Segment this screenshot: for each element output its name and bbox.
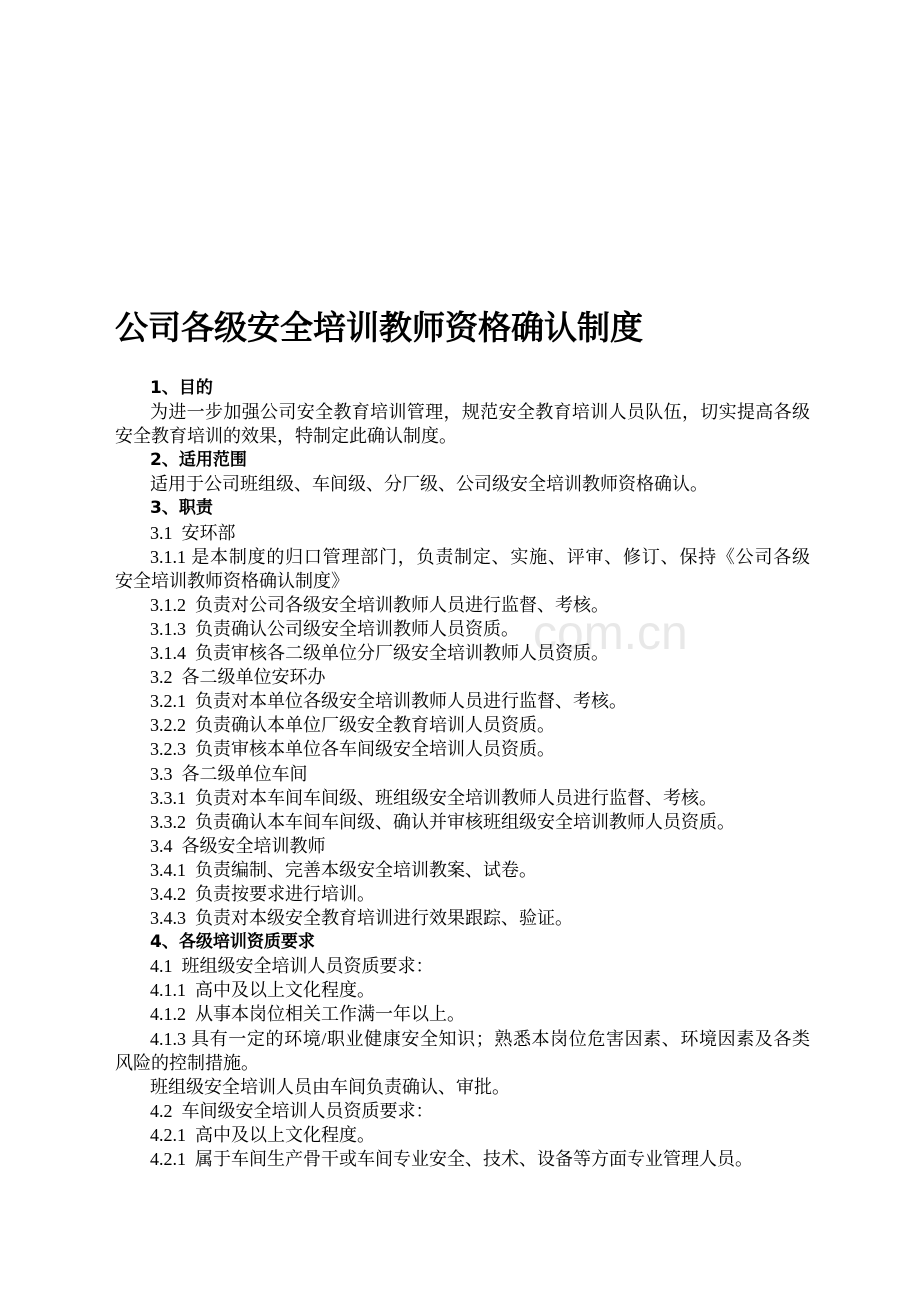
clause-3-2-3 [115,737,810,761]
document-title: 公司各级安全培训教师资格确认制度 [115,308,643,347]
clause-3-3-text: 3.3 各二级单位车间 [150,763,308,784]
clause-3-3 [115,762,810,786]
clause-3-1-4-text: 3.1.4 负责审核各二级单位分厂级安全培训教师人员资质。 [150,643,609,664]
heading-qualifications-text: 4、各级培训资质要求 [150,932,315,953]
clause-3-4-3-text: 3.4.3 负责对本级安全教育培训进行效果跟踪、验证。 [150,908,573,929]
purpose-line-2: 安全教育培训的效果，特制定此确认制度。 [115,426,457,447]
clause-4-1-3-line-1: 4.1.3 具有一定的环境/职业健康安全知识；熟悉本岗位危害因素、环境因素及各类 [150,1028,810,1049]
heading-purpose-text: 1、目的 [150,378,213,398]
clause-3-3-1-text: 3.3.1 负责对本车间车间级、班组级安全培训教师人员进行监督、考核。 [150,787,717,808]
clause-3-2-1-text: 3.2.1 负责对本单位各级安全培训教师人员进行监督、考核。 [150,691,627,712]
team-level-approval-text: 班组级安全培训人员由车间负责确认、审批。 [150,1076,510,1097]
clause-3-2-text: 3.2 各二级单位安环办 [150,667,326,688]
clause-3-1-2 [115,593,810,617]
clause-3-4-1 [115,858,810,882]
clause-3-1-1 [115,545,810,593]
heading-purpose [115,376,810,400]
clause-4-1-2-text: 4.1.2 从事本岗位相关工作满一年以上。 [150,1004,465,1025]
clause-4-2-1-b [115,1147,810,1171]
clause-3-1 [115,521,810,545]
clause-4-2-text: 4.2 车间级安全培训人员资质要求： [150,1100,434,1121]
clause-3-2-2-text: 3.2.2 负责确认本单位厂级安全教育培训人员资质。 [150,715,555,736]
heading-scope [115,448,810,472]
clause-3-1-3-text: 3.1.3 负责确认公司级安全培训教师人员资质。 [150,618,519,639]
clause-4-1-1-text: 4.1.1 高中及以上文化程度。 [150,980,375,1001]
purpose-paragraph [115,400,810,448]
watermark: com.cn [533,607,688,660]
clause-3-1-2-text: 3.1.2 负责对公司各级安全培训教师人员进行监督、考核。 [150,594,609,615]
clause-3-4-2-text: 3.4.2 负责按要求进行培训。 [150,883,375,904]
scope-line: 适用于公司班组级、车间级、分厂级、公司级安全培训教师资格确认。 [150,474,708,495]
clause-3-3-1 [115,786,810,810]
clause-3-4-1-text: 3.4.1 负责编制、完善本级安全培训教案、试卷。 [150,859,537,880]
clause-3-3-2-text: 3.3.2 负责确认本车间车间级、确认并审核班组级安全培训教师人员资质。 [150,811,735,832]
clause-4-1-text: 4.1 班组级安全培训人员资质要求： [150,956,434,977]
clause-4-1-3-line-2: 风险的控制措施。 [115,1052,259,1073]
clause-3-1-1-line-2: 安全培训教师资格确认制度》 [115,570,349,591]
clause-4-1 [115,954,810,978]
purpose-line-1: 为进一步加强公司安全教育培训管理，规范安全教育培训人员队伍，切实提高各级 [150,402,810,423]
team-level-approval-note [115,1075,810,1099]
scope-paragraph [115,472,810,496]
clause-3-4-3 [115,906,810,930]
clause-4-2-1-b-text: 4.2.1 属于车间生产骨干或车间专业安全、技术、设备等方面专业管理人员。 [150,1149,753,1169]
clause-3-2-1 [115,689,810,713]
clause-3-2 [115,665,810,689]
clause-3-4-text: 3.4 各级安全培训教师 [150,835,326,856]
heading-responsibilities [115,496,810,520]
clause-4-2-1-a-text: 4.2.1 高中及以上文化程度。 [150,1124,375,1145]
heading-responsibilities-text: 3、职责 [150,498,213,519]
clause-3-1-1-line-1: 3.1.1 是本制度的归口管理部门，负责制定、实施、评审、修订、保持《公司各级 [150,546,810,567]
heading-qualifications [115,930,810,954]
clause-3-2-3-text: 3.2.3 负责审核本单位各车间级安全培训人员资质。 [150,739,555,760]
clause-4-1-1 [115,978,810,1002]
clause-4-2 [115,1099,810,1123]
clause-4-1-2 [115,1002,810,1026]
clause-3-1-3 [115,617,810,641]
heading-scope-text: 2、适用范围 [150,450,247,471]
clause-3-1-4 [115,641,810,665]
clause-3-4-2 [115,882,810,906]
clause-4-2-1-a [115,1123,810,1147]
clause-3-2-2 [115,713,810,737]
clause-4-1-3 [115,1027,810,1075]
clause-3-1-text: 3.1 安环部 [150,522,236,543]
clause-3-3-2 [115,810,810,834]
document-body [115,376,810,1171]
clause-3-4 [115,834,810,858]
